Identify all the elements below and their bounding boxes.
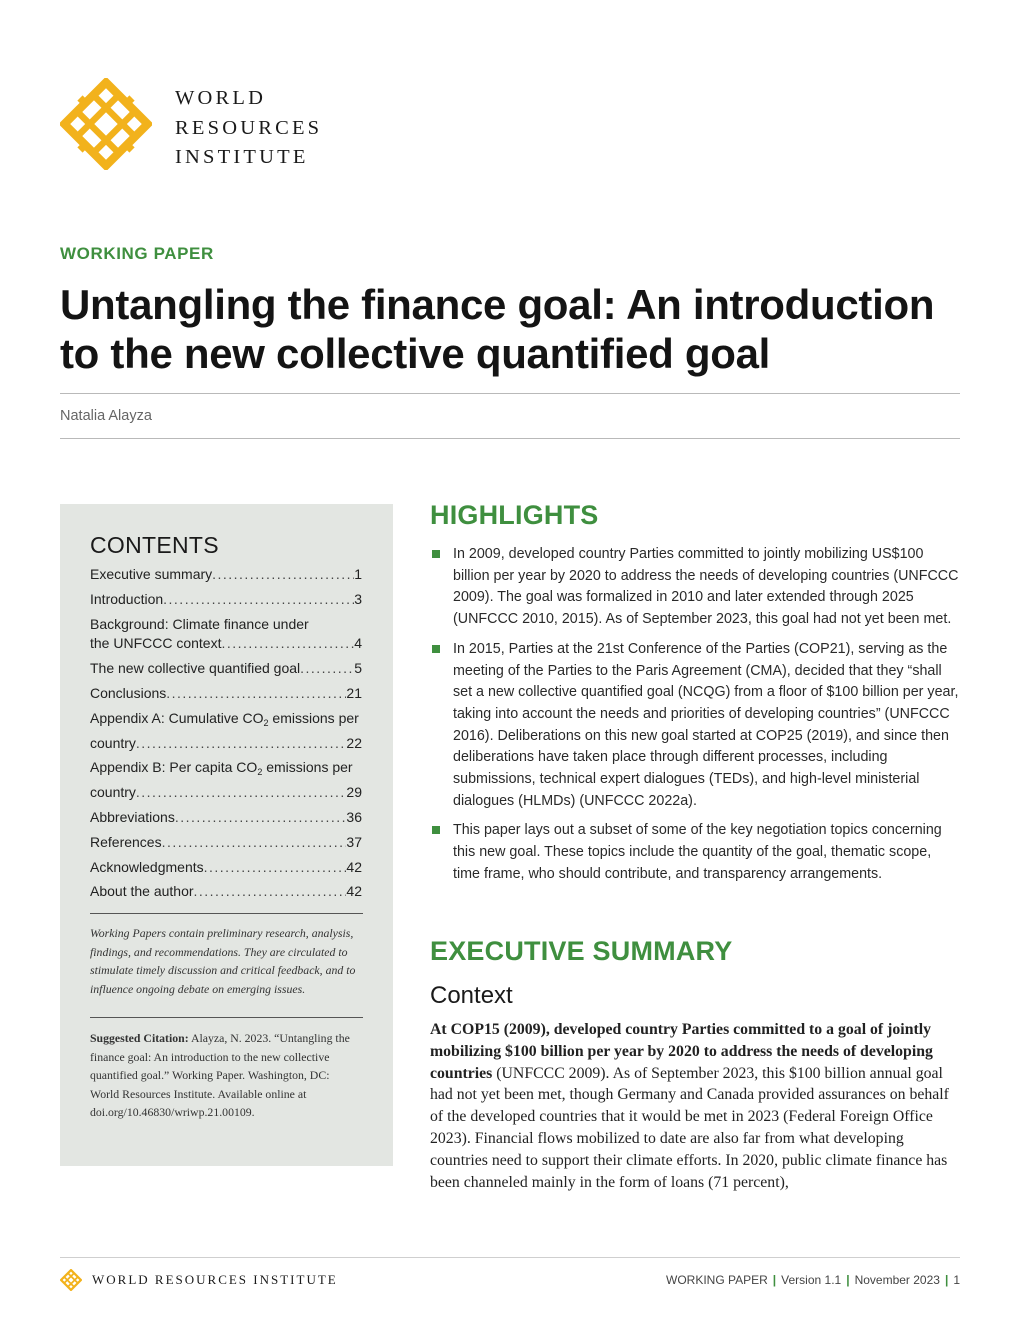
paper-title: Untangling the finance goal: An introduction to the new collective quantified goal (60, 281, 935, 377)
footer-doc-type: WORKING PAPER (666, 1273, 768, 1287)
footer-version: Version 1.1 (781, 1273, 842, 1287)
suggested-citation (90, 1029, 350, 1122)
toc-item-conclusions[interactable]: Conclusions . . . 21 (90, 684, 362, 704)
toc-item-appendix-a[interactable]: Appendix A: Cumulative $CO_2$ emissions per country . . . 22 (90, 709, 362, 754)
toc-item-introduction[interactable]: Introduction . . . 3 (90, 590, 362, 610)
page-number: 1 (953, 1273, 960, 1287)
citation-text: Alayza, N. 2023. “Untangling the finance goal: An introduction to the new collective quantified goal.” Working Paper. Washington, DC: World Resources Institute. Available online at doi.org/10.46830/wriwp.21.00109. (90, 1031, 350, 1119)
bullet-square-icon (432, 645, 440, 653)
toc-item-new-goal[interactable]: The new collective quantified goal . . . 5 (90, 659, 362, 679)
footer-date: November 2023 (854, 1273, 940, 1287)
logo-line: INSTITUTE (175, 146, 309, 168)
bullet-square-icon (432, 826, 440, 834)
executive-summary-heading: EXECUTIVE SUMMARY (430, 936, 733, 966)
sidebar-divider (90, 913, 363, 914)
highlight-item: In 2009, developed country Parties committed to jointly mobilizing US$100 billion per year by 2020 to address the needs of developing countries (UNFCCC 2009). The goal was formalized in 2010 and later extended through 2025 (UNFCCC 2010, 2015). As of September 2023, this goal had not yet been met. (432, 544, 960, 631)
executive-summary-body (430, 1019, 962, 1193)
wri-logo-icon (60, 78, 152, 170)
highlight-item: In 2015, Parties at the 21st Conference of the Parties (COP21), serving as the meeting of the Parties to the Paris Agreement (CMA), decided that they “shall set a new collective quantified goal (NCQG) from a floor of $100 billion per year, taking into account the needs and priorities of developing countries” (UNFCCC 2016). Deliberations on this new goal started at COP25 (2019), and since then deliberations have taken place through different processes, including submissions, technical expert dialogues (TEDs), and high-level ministerial dialogues (HLMDs) (UNFCCC 2022a). (432, 639, 960, 813)
highlights-list (432, 544, 960, 894)
body-paragraph: (UNFCCC 2009). As of September 2023, this $100 billion annual goal had not yet been met, though Germany and Canada provided assurances on behalf of the developed countries that it would be met in 2023 (Federal Foreign Office 2023). Financial flows mobilized to date are also far from what developing countries need to support their climate efforts. In 2020, public climate finance has been channeled mainly in the form of loans (71 percent), (430, 1064, 949, 1191)
wri-logo-small-icon (60, 1269, 82, 1291)
logo-line: WORLD (175, 87, 267, 109)
citation-label: Suggested Citation: (90, 1031, 189, 1045)
highlight-item: This paper lays out a subset of some of the key negotiation topics concerning this new goal. These topics include the quantity of the goal, thematic scope, time frame, who should contribute, and transparency arrangements. (432, 820, 960, 885)
title-divider (60, 393, 960, 394)
bullet-square-icon (432, 550, 440, 558)
logo-line: RESOURCES (175, 116, 323, 139)
toc-item-background[interactable]: Background: Climate finance under the UNFCCC context . . . 4 (90, 615, 362, 655)
sidebar-divider (90, 1017, 363, 1018)
footer-divider (60, 1257, 960, 1258)
lead-sentence: At COP15 (2009), developed country Parties committed to a goal of jointly mobilizing $100 billion per year by 2020 to address the needs of developing countries (430, 1021, 933, 1082)
contents-heading: CONTENTS (90, 532, 219, 558)
org-logotype (175, 84, 322, 173)
table-of-contents (90, 565, 362, 907)
working-paper-disclaimer: Working Papers contain preliminary research, analysis, findings, and recommendations. They are circulated to stimulate timely discussion and critical feedback, and to influence ongoing debate on emerging issues. (90, 926, 356, 996)
author: Natalia Alayza (60, 408, 152, 424)
highlights-heading: HIGHLIGHTS (430, 500, 599, 530)
footer-org-name: WORLD RESOURCES INSTITUTE (92, 1272, 338, 1287)
toc-item-about-author[interactable]: About the author . . . 42 (90, 882, 362, 902)
toc-item-executive-summary[interactable]: Executive summary . . . 1 (90, 565, 362, 585)
footer-meta: WORKING PAPER | Version 1.1 | November 2023 | 1 (666, 1273, 960, 1287)
toc-item-appendix-b[interactable]: Appendix B: Per capita $CO_2$ emissions per country . . . 29 (90, 758, 362, 803)
toc-item-references[interactable]: References . . . 37 (90, 833, 362, 853)
paper-kicker: WORKING PAPER (60, 244, 214, 263)
toc-item-abbreviations[interactable]: Abbreviations . . . 36 (90, 808, 362, 828)
context-subheading: Context (430, 982, 513, 1009)
toc-item-acknowledgments[interactable]: Acknowledgments . . . 42 (90, 858, 362, 878)
author-divider (60, 438, 960, 439)
